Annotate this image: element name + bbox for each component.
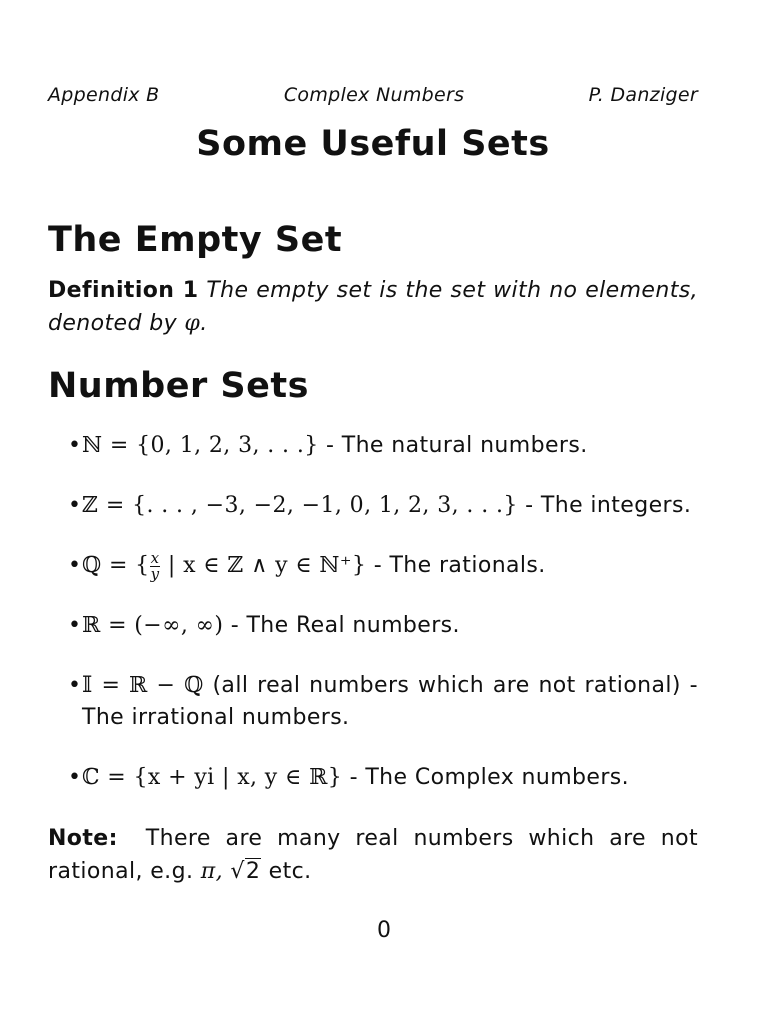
section-heading-empty-set: The Empty Set <box>48 220 343 260</box>
sqrt-argument: 2 <box>245 859 261 884</box>
set-description: - The rationals. <box>366 553 546 578</box>
sqrt-symbol: √ <box>230 859 245 884</box>
set-description: (all real numbers which are not rational) - The irrational numbers. <box>82 673 699 730</box>
list-item-irrationals <box>48 670 698 734</box>
number-sets-list <box>48 430 698 794</box>
bullet-icon: • <box>68 673 82 698</box>
note-text: There are many real numbers which are not rational, e.g. <box>48 826 698 884</box>
header-left: Appendix B <box>48 84 160 106</box>
note-paragraph <box>48 822 698 888</box>
fraction-denominator: y <box>150 564 160 583</box>
set-math-post: | x ∈ ℤ ∧ y ∈ ℕ⁺} <box>160 553 367 578</box>
bullet-icon: • <box>68 613 82 638</box>
list-item-complex <box>48 762 698 794</box>
pi-symbol: π, <box>200 859 224 884</box>
set-description: - The natural numbers. <box>318 433 588 458</box>
header-right: P. Danziger <box>588 84 698 106</box>
running-header <box>48 84 698 110</box>
document-page <box>48 84 698 888</box>
list-item-integers <box>48 490 698 522</box>
set-math: ℝ = (−∞, ∞) <box>82 613 224 638</box>
set-math: ℤ = {. . . , −3, −2, −1, 0, 1, 2, 3, . . .} <box>82 493 518 518</box>
set-description: - The Real numbers. <box>223 613 460 638</box>
set-math-pre: ℚ = { <box>82 553 150 578</box>
definition-text: The empty set is the set with no elements, denoted by <box>48 278 698 336</box>
list-item-rationals <box>48 550 698 582</box>
definition-block <box>48 274 698 340</box>
bullet-icon: • <box>68 493 82 518</box>
set-math: ℕ = {0, 1, 2, 3, . . .} <box>82 433 319 458</box>
empty-set-symbol: φ <box>184 311 201 336</box>
sqrt-expression <box>230 855 261 888</box>
set-description: - The integers. <box>517 493 692 518</box>
set-math: ℂ = {x + yi | x, y ∈ ℝ} <box>82 765 343 790</box>
bullet-icon: • <box>68 553 82 578</box>
fraction-numerator: x <box>150 548 160 567</box>
page-number: 0 <box>377 918 391 943</box>
bullet-icon: • <box>68 765 82 790</box>
note-label: Note: <box>48 826 118 851</box>
fraction <box>150 548 161 583</box>
page-title: Some Useful Sets <box>196 124 550 164</box>
list-item-naturals <box>48 430 698 462</box>
set-math: 𝕀 = ℝ − ℚ <box>82 673 204 698</box>
definition-label: Definition 1 <box>48 278 199 303</box>
list-item-reals <box>48 610 698 642</box>
section-heading-number-sets: Number Sets <box>48 366 309 406</box>
note-end: etc. <box>261 859 312 884</box>
header-center: Complex Numbers <box>283 84 465 106</box>
definition-end: . <box>200 311 208 336</box>
bullet-icon: • <box>68 433 82 458</box>
set-description: - The Complex numbers. <box>342 765 630 790</box>
